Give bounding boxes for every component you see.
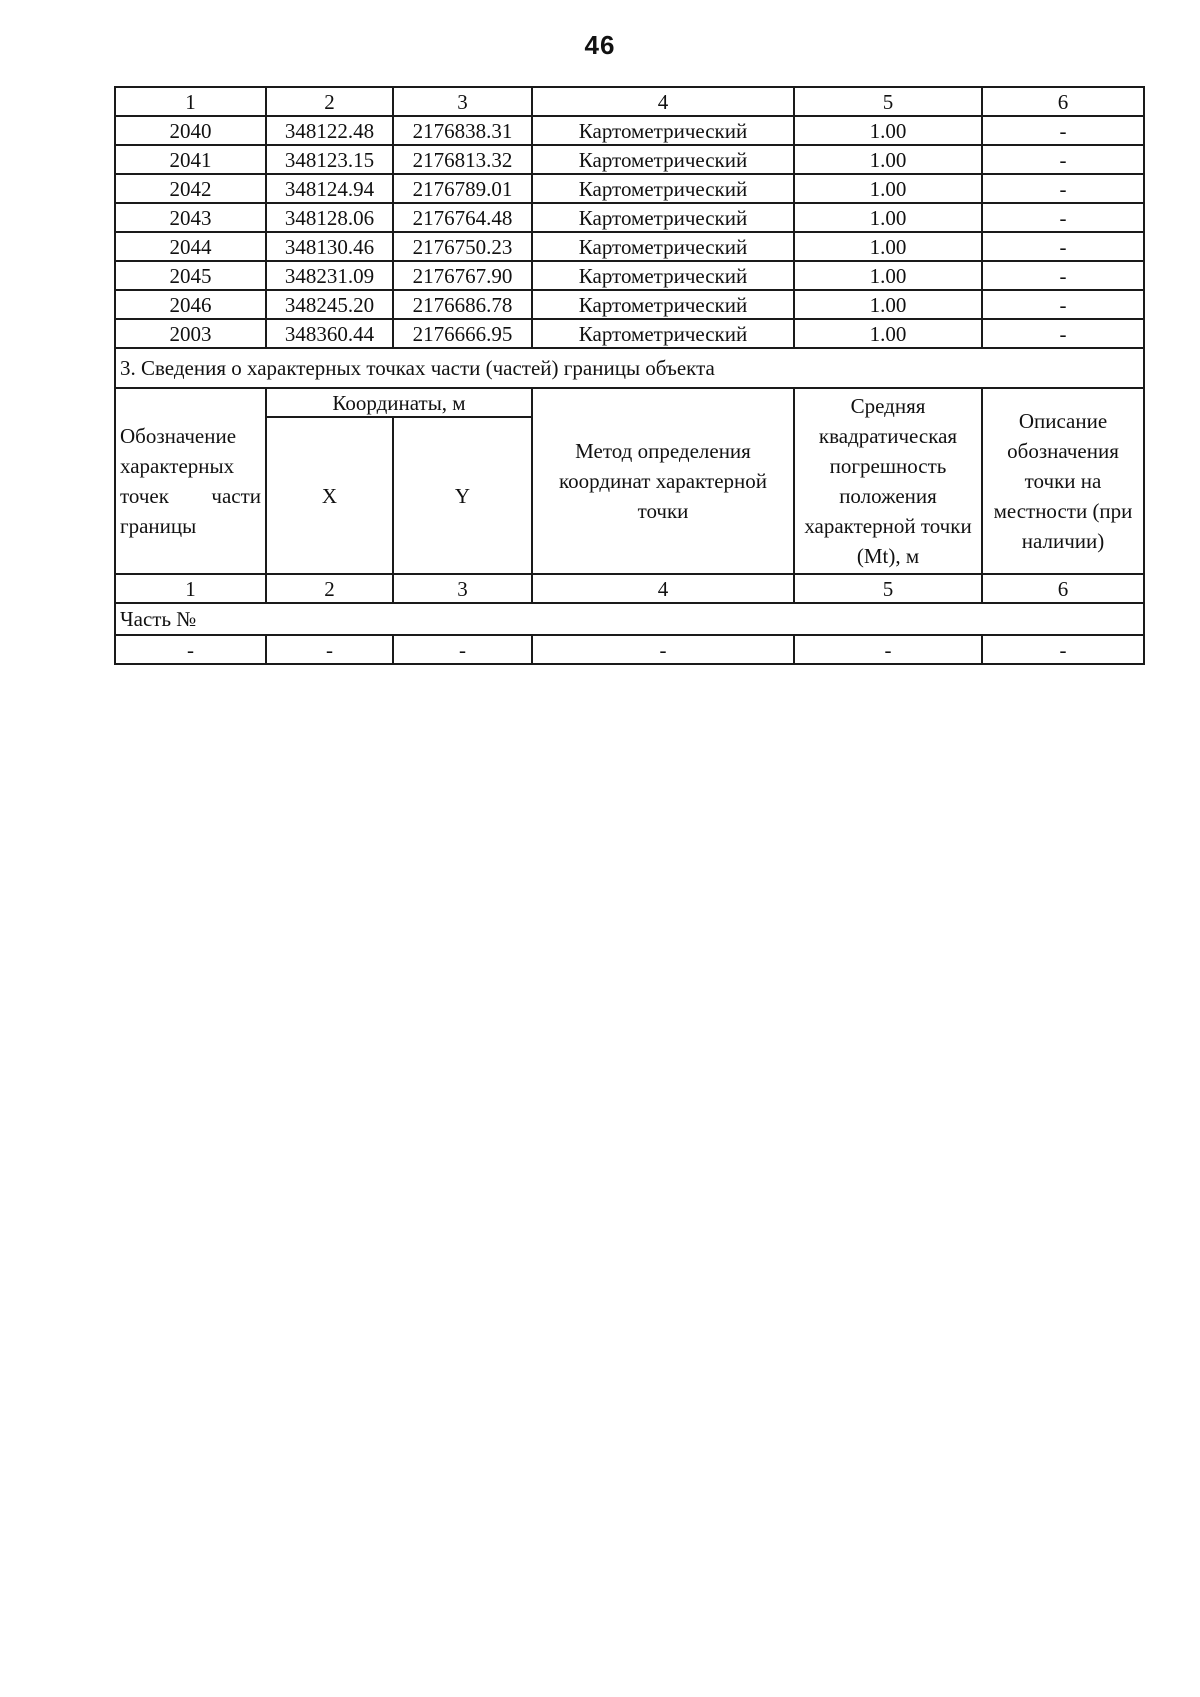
coord-y: 2176666.95 <box>393 319 532 348</box>
coord-y: 2176813.32 <box>393 145 532 174</box>
point-id: 2043 <box>115 203 266 232</box>
table-row <box>115 203 1144 232</box>
empty-cell: - <box>115 635 266 664</box>
point-id: 2042 <box>115 174 266 203</box>
method: Картометрический <box>532 116 794 145</box>
table-row <box>115 319 1144 348</box>
column-number: 5 <box>794 574 982 603</box>
method: Картометрический <box>532 319 794 348</box>
description: - <box>982 145 1144 174</box>
method: Картометрический <box>532 145 794 174</box>
table-row <box>115 261 1144 290</box>
table-row <box>115 116 1144 145</box>
empty-cell: - <box>532 635 794 664</box>
coord-y: 2176750.23 <box>393 232 532 261</box>
section-title-row <box>115 348 1144 388</box>
point-id: 2044 <box>115 232 266 261</box>
empty-cell: - <box>982 635 1144 664</box>
point-id: 2045 <box>115 261 266 290</box>
method: Картометрический <box>532 290 794 319</box>
description: - <box>982 116 1144 145</box>
point-id: 2003 <box>115 319 266 348</box>
header-x: X <box>266 417 393 574</box>
description: - <box>982 261 1144 290</box>
method: Картометрический <box>532 232 794 261</box>
error-mt: 1.00 <box>794 261 982 290</box>
coord-x: 348123.15 <box>266 145 393 174</box>
description: - <box>982 290 1144 319</box>
table-row <box>115 145 1144 174</box>
error-mt: 1.00 <box>794 203 982 232</box>
error-mt: 1.00 <box>794 232 982 261</box>
coordinates-table <box>114 86 1145 665</box>
empty-cell: - <box>393 635 532 664</box>
column-number: 4 <box>532 87 794 116</box>
point-id: 2040 <box>115 116 266 145</box>
column-number: 3 <box>393 87 532 116</box>
empty-cell: - <box>266 635 393 664</box>
header-error: Средняя квадратическая погрешность положения характерной точки (Mt), м <box>794 388 982 574</box>
error-mt: 1.00 <box>794 145 982 174</box>
coord-y: 2176686.78 <box>393 290 532 319</box>
coord-y: 2176764.48 <box>393 203 532 232</box>
coord-x: 348360.44 <box>266 319 393 348</box>
header-description: Описание обозначения точки на местности (при наличии) <box>982 388 1144 574</box>
table-row <box>115 174 1144 203</box>
header-row <box>115 388 1144 417</box>
column-number: 4 <box>532 574 794 603</box>
point-id: 2041 <box>115 145 266 174</box>
column-number-row <box>115 574 1144 603</box>
table-row <box>115 635 1144 664</box>
page-number: 46 <box>584 30 616 60</box>
error-mt: 1.00 <box>794 290 982 319</box>
coord-y: 2176838.31 <box>393 116 532 145</box>
coord-x: 348122.48 <box>266 116 393 145</box>
table-row <box>115 232 1144 261</box>
error-mt: 1.00 <box>794 174 982 203</box>
point-id: 2046 <box>115 290 266 319</box>
section-title: 3. Сведения о характерных точках части (частей) границы объекта <box>115 348 1144 388</box>
column-number: 1 <box>115 87 266 116</box>
header-y: Y <box>393 417 532 574</box>
description: - <box>982 232 1144 261</box>
error-mt: 1.00 <box>794 319 982 348</box>
coord-x: 348231.09 <box>266 261 393 290</box>
method: Картометрический <box>532 174 794 203</box>
description: - <box>982 203 1144 232</box>
header-designation: Обозначение характерных точек части границы <box>115 388 266 574</box>
coord-y: 2176789.01 <box>393 174 532 203</box>
error-mt: 1.00 <box>794 116 982 145</box>
method: Картометрический <box>532 203 794 232</box>
column-number-row <box>115 87 1144 116</box>
column-number: 5 <box>794 87 982 116</box>
coord-x: 348128.06 <box>266 203 393 232</box>
header-method: Метод определения координат характерной точки <box>532 388 794 574</box>
description: - <box>982 174 1144 203</box>
column-number: 1 <box>115 574 266 603</box>
part-label-row <box>115 603 1144 635</box>
table-row <box>115 290 1144 319</box>
description: - <box>982 319 1144 348</box>
coord-x: 348124.94 <box>266 174 393 203</box>
coord-y: 2176767.90 <box>393 261 532 290</box>
empty-cell: - <box>794 635 982 664</box>
column-number: 2 <box>266 87 393 116</box>
part-label: Часть № <box>115 603 1144 635</box>
method: Картометрический <box>532 261 794 290</box>
coord-x: 348245.20 <box>266 290 393 319</box>
column-number: 6 <box>982 574 1144 603</box>
header-coordinates: Координаты, м <box>266 388 532 417</box>
column-number: 2 <box>266 574 393 603</box>
column-number: 6 <box>982 87 1144 116</box>
coord-x: 348130.46 <box>266 232 393 261</box>
column-number: 3 <box>393 574 532 603</box>
